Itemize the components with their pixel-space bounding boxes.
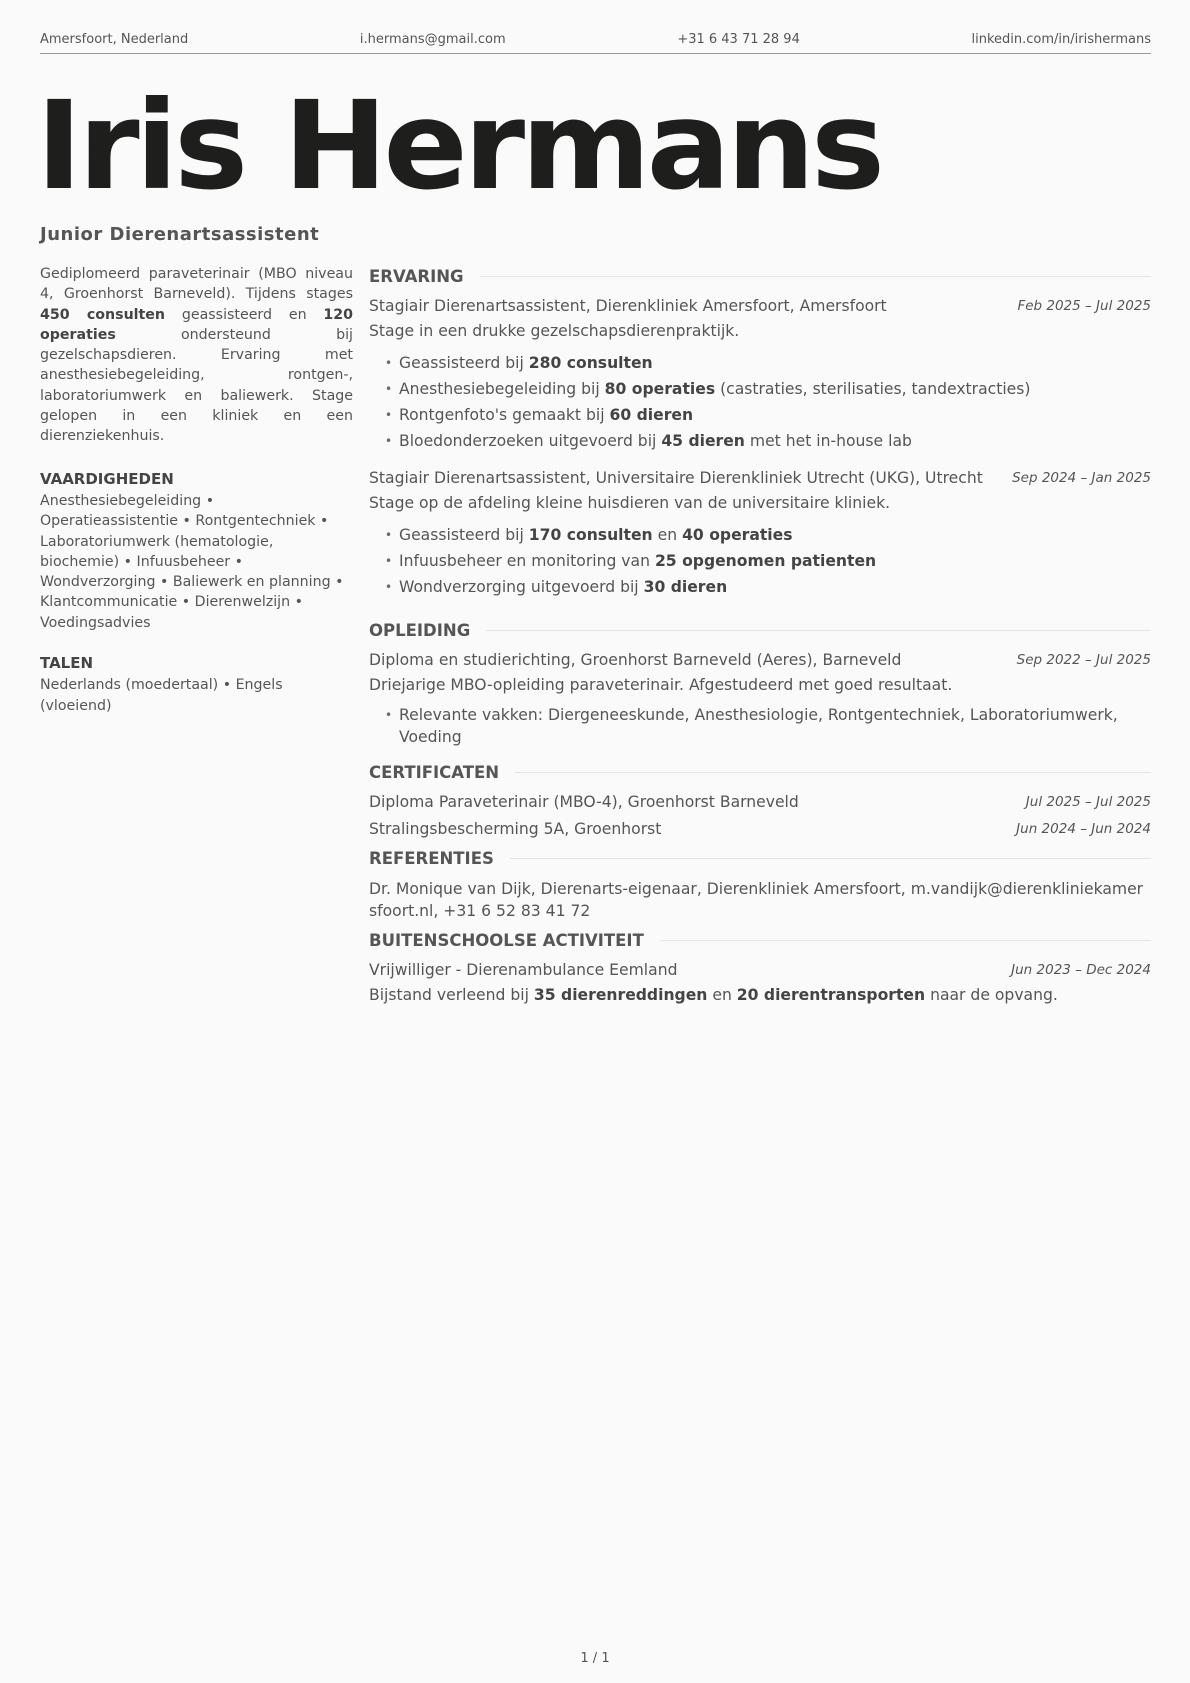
entry-bullets [369,522,1151,600]
summary-highlight: 120 operaties [40,306,354,343]
certificate-item [369,790,1151,815]
job-title: Junior Dierenartsassistent [40,224,320,245]
skills-list: Anesthesiebegeleiding • Operatieassistentie • Rontgentechniek • Laboratoriumwerk (hematologie, biochemie) • Infuusbeheer • Wondverzorging • Baliewerk en planning • Klantcommunicatie • Dierenwelzijn • Voedingsadvies [40,492,344,631]
bullet-item: • Relevante vakken: Diergeneeskunde, Anesthesiologie, Rontgentechniek, Laboratoriumwerk, Voeding [385,704,1151,748]
entry-title: Diploma en studierichting, Groenhorst Barneveld (Aeres), Barneveld [369,651,902,669]
education-heading [369,618,1151,642]
section-divider [486,630,1151,631]
references-heading [369,846,1151,870]
entry-bullets [369,350,1151,454]
entry-description: Driejarige MBO-opleiding paraveterinair. Afgestudeerd met goed resultaat. [369,676,953,694]
summary-text: geassisteerd en [165,306,324,323]
certificate-date: Jul 2025 – Jul 2025 [1025,794,1151,810]
main-content [369,264,1151,1008]
entry-description: Stage in een drukke gezelschapsdierenpraktijk. [369,322,740,340]
skills-section [40,469,353,633]
extracurricular-heading [369,928,1151,952]
entry-title: Vrijwilliger - Dierenambulance Eemland [369,961,678,979]
bullet-item: • Geassisteerd bij 280 consulten [385,350,1151,376]
section-divider [660,940,1151,941]
page-number: 1 / 1 [580,1651,610,1666]
bullet-item: • Bloedonderzoeken uitgevoerd bij 45 dieren met het in-house lab [385,428,1151,454]
experience-heading [369,264,1151,288]
certificate-title: Stralingsbescherming 5A, Groenhorst [369,820,662,838]
experience-entry [369,466,1151,600]
education-entry [369,648,1151,748]
entry-date: Jun 2023 – Dec 2024 [1011,962,1151,978]
bullet-item: • Infuusbeheer en monitoring van 25 opgenomen patienten [385,548,1151,574]
section-divider [510,858,1151,859]
bullet-item: • Geassisteerd bij 170 consulten en 40 operaties [385,522,1151,548]
summary-text: ondersteund bij gezelschapsdieren. Ervaring met anesthesiebegeleiding, rontgen-, laboratoriumwerk en baliewerk. Stage gelopen in een kliniek en een dierenziekenhuis. [40,326,353,445]
certificates-heading [369,760,1151,784]
contact-location: Amersfoort, Nederland [40,32,189,47]
candidate-name: Iris Hermans [36,75,881,217]
bullet-item: • Wondverzorging uitgevoerd bij 30 dieren [385,574,1151,600]
section-divider [480,276,1151,277]
contact-linkedin[interactable]: linkedin.com/in/irishermans [971,32,1151,47]
sidebar [40,264,353,736]
summary [40,264,353,447]
section-title: OPLEIDING [369,620,471,640]
contact-email[interactable]: i.hermans@gmail.com [359,32,506,47]
summary-text: Gediplomeerd paraveterinair (MBO niveau 4, Groenhorst Barneveld). Tijdens stages [40,266,353,303]
section-title: REFERENTIES [369,848,494,868]
extracurricular-entry [369,958,1151,1008]
entry-date: Feb 2025 – Jul 2025 [1017,298,1151,314]
summary-highlight: 450 consulten [40,306,166,323]
bullet-item: • Anesthesiebegeleiding bij 80 operaties (castraties, sterilisaties, tandextracties) [385,376,1151,402]
contact-bar [40,32,1151,54]
certificate-title: Diploma Paraveterinair (MBO-4), Groenhorst Barneveld [369,793,799,811]
entry-description: Stage op de afdeling kleine huisdieren van de universitaire kliniek. [369,494,891,512]
section-title: BUITENSCHOOLSE ACTIVITEIT [369,930,644,950]
reference-text: Dr. Monique van Dijk, Dierenarts-eigenaar, Dierenkliniek Amersfoort, m.vandijk@dierenkliniekamersfoort.nl, +31 6 52 83 41 72 [369,880,1144,920]
bullet-item: • Rontgenfoto's gemaakt bij 60 dieren [385,402,1151,428]
section-divider [515,772,1151,773]
contact-phone[interactable]: +31 6 43 71 28 94 [677,32,800,47]
entry-title: Stagiair Dierenartsassistent, Universitaire Dierenkliniek Utrecht (UKG), Utrecht [369,469,983,487]
entry-bullets [369,704,1151,748]
languages-heading: TALEN [40,654,94,673]
languages-list: Nederlands (moedertaal) • Engels (vloeiend) [40,677,283,714]
section-title: ERVARING [369,266,464,286]
entry-date: Sep 2024 – Jan 2025 [1012,470,1151,486]
entry-title: Stagiair Dierenartsassistent, Dierenkliniek Amersfoort, Amersfoort [369,297,887,315]
languages-section [40,653,353,716]
certificate-date: Jun 2024 – Jun 2024 [1016,821,1151,837]
skills-heading: VAARDIGHEDEN [40,469,174,488]
certificate-item [369,817,1151,842]
entry-date: Sep 2022 – Jul 2025 [1016,652,1151,668]
section-title: CERTIFICATEN [369,762,500,782]
experience-entry [369,294,1151,454]
entry-description: Bijstand verleend bij 35 dierenreddingen en 20 dierentransporten naar de opvang. [369,986,1058,1004]
